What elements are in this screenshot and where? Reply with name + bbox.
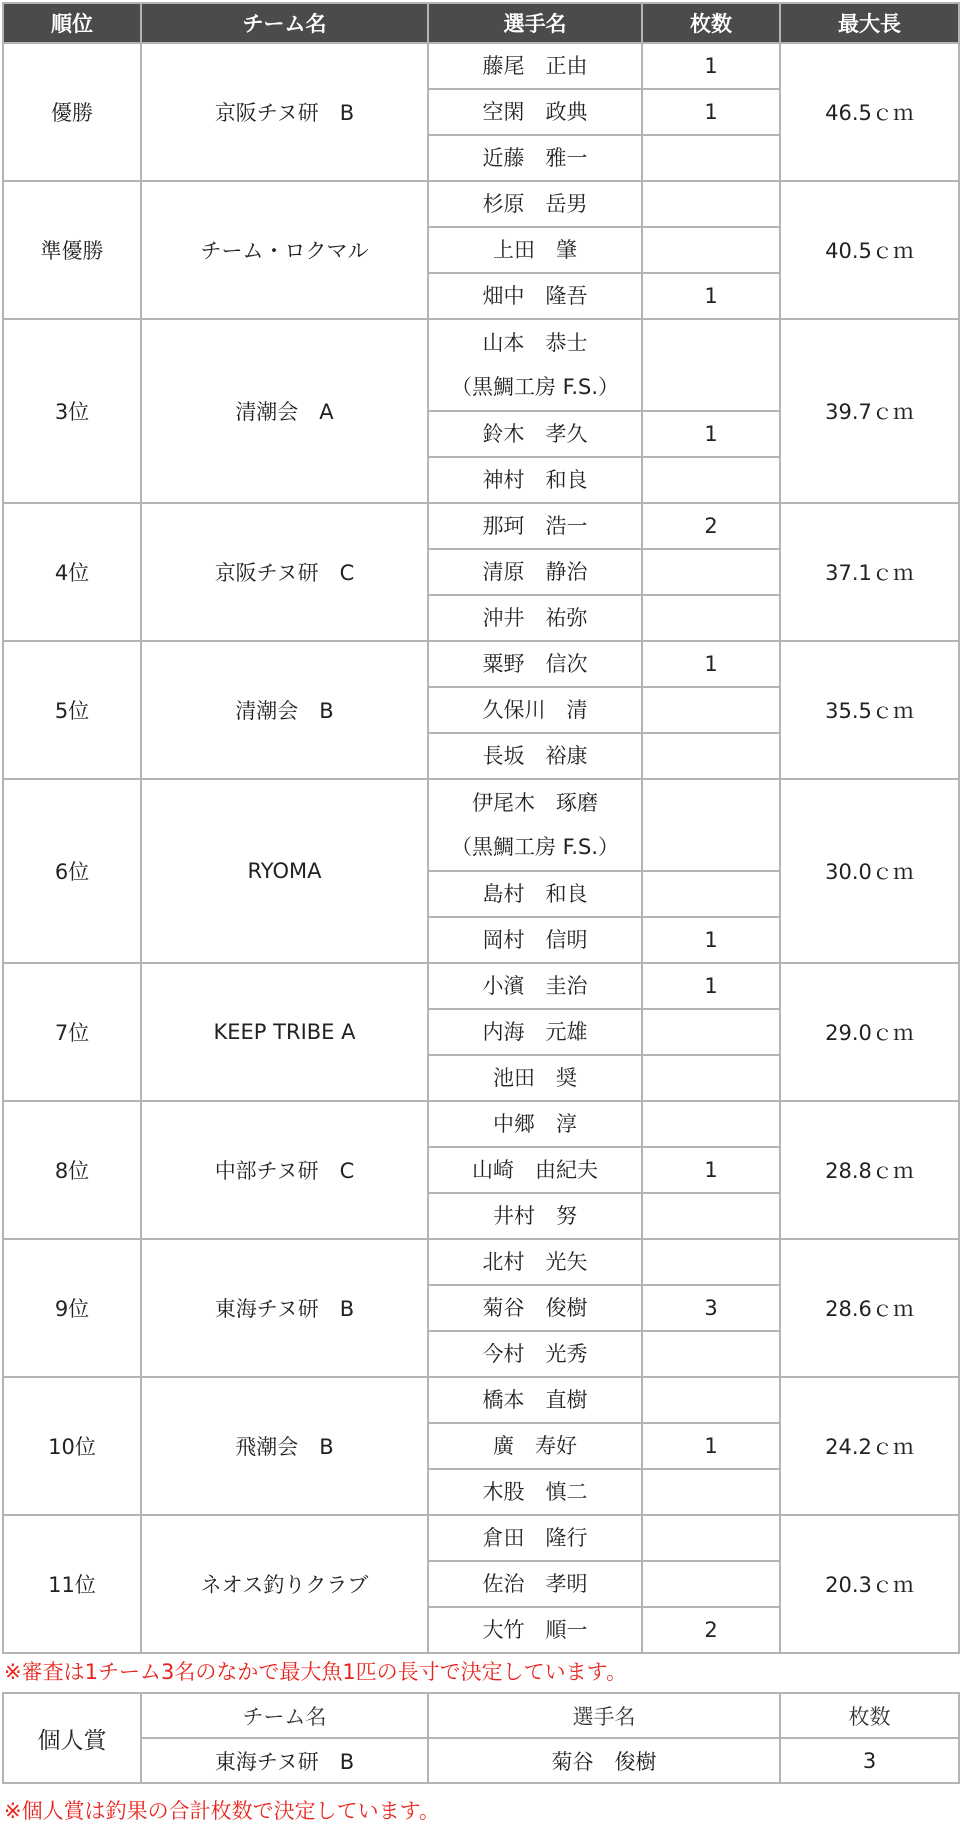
count-cell <box>642 595 780 641</box>
player-name-cell <box>428 227 642 273</box>
max-length-cell: 28.8ｃｍ <box>780 1101 959 1239</box>
individual-header-player: 選手名 <box>428 1693 780 1738</box>
ranking-note: ※審査は1チーム3名のなかで最大魚1匹の長寸で決定しています。 <box>4 1660 627 1684</box>
count-cell <box>642 687 780 733</box>
player-name: 木股 慎二 <box>482 1480 588 1504</box>
max-length-cell: 29.0ｃｍ <box>780 963 959 1101</box>
rank-cell: 8位 <box>3 1101 141 1239</box>
player-name: 山本 恭士 <box>482 331 588 355</box>
rank-cell: 7位 <box>3 963 141 1101</box>
count-cell: 1 <box>642 273 780 319</box>
team-name-cell: 清潮会 B <box>141 641 428 779</box>
individual-winner-player: 菊谷 俊樹 <box>428 1738 780 1783</box>
player-name: 空閑 政典 <box>482 100 588 124</box>
player-name-cell <box>428 1515 642 1561</box>
player-name-cell <box>428 411 642 457</box>
player-name-cell <box>428 1193 642 1239</box>
count-cell: 1 <box>642 641 780 687</box>
player-name-cell <box>428 1607 642 1653</box>
player-name: 沖井 祐弥 <box>482 606 588 630</box>
player-name-cell <box>428 917 642 963</box>
team-name-cell: KEEP TRIBE A <box>141 963 428 1101</box>
player-name-cell <box>428 319 642 411</box>
rank-cell: 5位 <box>3 641 141 779</box>
max-length-cell: 28.6ｃｍ <box>780 1239 959 1377</box>
count-cell <box>642 135 780 181</box>
player-name-cell <box>428 1009 642 1055</box>
player-name-cell <box>428 1377 642 1423</box>
player-name-cell <box>428 1101 642 1147</box>
player-name: 近藤 雅一 <box>482 146 588 170</box>
max-length-cell: 24.2ｃｍ <box>780 1377 959 1515</box>
rank-cell: 優勝 <box>3 43 141 181</box>
count-cell <box>642 1101 780 1147</box>
player-name-cell <box>428 595 642 641</box>
player-name-cell <box>428 871 642 917</box>
player-name: 上田 肇 <box>493 238 577 262</box>
count-cell <box>642 1193 780 1239</box>
count-cell <box>642 457 780 503</box>
table-row <box>3 181 959 227</box>
table-row <box>3 779 959 871</box>
max-length-cell: 20.3ｃｍ <box>780 1515 959 1653</box>
player-name-cell <box>428 503 642 549</box>
table-row <box>3 641 959 687</box>
max-length-cell: 40.5ｃｍ <box>780 181 959 319</box>
individual-award-label: 個人賞 <box>3 1693 141 1783</box>
table-row <box>3 43 959 89</box>
player-affiliation: （黒鯛工房 F.S.） <box>450 835 620 859</box>
player-name: 北村 光矢 <box>482 1250 588 1274</box>
count-cell: 1 <box>642 1423 780 1469</box>
count-cell: 1 <box>642 1147 780 1193</box>
team-name-cell: 中部チヌ研 C <box>141 1101 428 1239</box>
max-length-cell: 39.7ｃｍ <box>780 319 959 503</box>
player-name: 中郷 淳 <box>493 1112 577 1136</box>
rank-cell: 10位 <box>3 1377 141 1515</box>
player-name-cell <box>428 89 642 135</box>
player-name: 鈴木 孝久 <box>482 422 588 446</box>
max-length-cell: 35.5ｃｍ <box>780 641 959 779</box>
team-name-cell: 飛潮会 B <box>141 1377 428 1515</box>
results-header-row <box>3 3 959 43</box>
team-name-cell: 京阪チヌ研 C <box>141 503 428 641</box>
player-name: 小濱 圭治 <box>482 974 588 998</box>
player-name: 大竹 順一 <box>482 1618 588 1642</box>
count-cell: 1 <box>642 963 780 1009</box>
rank-cell: 準優勝 <box>3 181 141 319</box>
count-cell <box>642 1515 780 1561</box>
max-length-cell: 30.0ｃｍ <box>780 779 959 963</box>
player-name: 長坂 裕康 <box>482 744 588 768</box>
player-name: 神村 和良 <box>482 468 588 492</box>
count-cell <box>642 1055 780 1101</box>
player-name-cell <box>428 733 642 779</box>
count-cell: 1 <box>642 43 780 89</box>
header-player: 選手名 <box>428 3 642 43</box>
player-name-cell <box>428 687 642 733</box>
count-cell <box>642 1331 780 1377</box>
count-cell <box>642 1009 780 1055</box>
player-name: 菊谷 俊樹 <box>482 1296 588 1320</box>
rank-cell: 3位 <box>3 319 141 503</box>
player-name: 佐治 孝明 <box>482 1572 588 1596</box>
player-name-cell <box>428 1285 642 1331</box>
team-name-cell: RYOMA <box>141 779 428 963</box>
count-cell <box>642 1469 780 1515</box>
individual-winner-team: 東海チヌ研 B <box>141 1738 428 1783</box>
table-row <box>3 1239 959 1285</box>
table-row <box>3 503 959 549</box>
table-row <box>3 1101 959 1147</box>
player-name: 畑中 隆吾 <box>482 284 588 308</box>
count-cell <box>642 733 780 779</box>
max-length-cell: 46.5ｃｍ <box>780 43 959 181</box>
rank-cell: 11位 <box>3 1515 141 1653</box>
count-cell <box>642 227 780 273</box>
player-name: 今村 光秀 <box>482 1342 588 1366</box>
player-name-cell <box>428 1423 642 1469</box>
max-length-cell: 37.1ｃｍ <box>780 503 959 641</box>
rank-cell: 6位 <box>3 779 141 963</box>
header-team: チーム名 <box>141 3 428 43</box>
player-name: 内海 元雄 <box>482 1020 588 1044</box>
individual-award-table <box>2 1692 960 1784</box>
table-row <box>3 319 959 411</box>
table-row <box>3 1377 959 1423</box>
rank-cell: 9位 <box>3 1239 141 1377</box>
player-name: 岡村 信明 <box>482 928 588 952</box>
count-cell <box>642 549 780 595</box>
results-body <box>3 43 959 1653</box>
player-name: 山崎 由紀夫 <box>472 1158 598 1182</box>
individual-winner-row <box>3 1738 959 1783</box>
player-name-cell <box>428 779 642 871</box>
player-name: 池田 奨 <box>493 1066 577 1090</box>
player-name-cell <box>428 963 642 1009</box>
player-name: 廣 寿好 <box>493 1434 577 1458</box>
table-row <box>3 963 959 1009</box>
team-name-cell: チーム・ロクマル <box>141 181 428 319</box>
team-name-cell: 東海チヌ研 B <box>141 1239 428 1377</box>
results-table <box>2 2 960 1654</box>
player-name: 久保川 清 <box>482 698 588 722</box>
player-name-cell <box>428 457 642 503</box>
team-name-cell: ネオス釣りクラブ <box>141 1515 428 1653</box>
table-row <box>3 1515 959 1561</box>
team-name-cell: 京阪チヌ研 B <box>141 43 428 181</box>
individual-header-count: 枚数 <box>780 1693 959 1738</box>
player-name-cell <box>428 549 642 595</box>
individual-header-row <box>3 1693 959 1738</box>
individual-header-team: チーム名 <box>141 1693 428 1738</box>
player-name-cell <box>428 43 642 89</box>
rank-cell: 4位 <box>3 503 141 641</box>
player-name: 橋本 直樹 <box>482 1388 588 1412</box>
count-cell <box>642 1377 780 1423</box>
count-cell: 3 <box>642 1285 780 1331</box>
individual-award-note: ※個人賞は釣果の合計枚数で決定しています。 <box>4 1799 440 1823</box>
player-name: 藤尾 正由 <box>482 54 588 78</box>
team-name-cell: 清潮会 A <box>141 319 428 503</box>
player-name: 伊尾木 琢磨 <box>472 791 598 815</box>
player-name: 倉田 隆行 <box>482 1526 588 1550</box>
count-cell <box>642 319 780 411</box>
player-name: 粟野 信次 <box>482 652 588 676</box>
count-cell <box>642 181 780 227</box>
player-name: 島村 和良 <box>482 882 588 906</box>
individual-winner-count: 3 <box>780 1738 959 1783</box>
count-cell: 2 <box>642 1607 780 1653</box>
player-name-cell <box>428 641 642 687</box>
player-name: 清原 静治 <box>482 560 588 584</box>
player-name-cell <box>428 1561 642 1607</box>
count-cell: 1 <box>642 89 780 135</box>
count-cell: 2 <box>642 503 780 549</box>
player-affiliation: （黒鯛工房 F.S.） <box>450 375 620 399</box>
player-name-cell <box>428 1239 642 1285</box>
player-name-cell <box>428 1147 642 1193</box>
player-name: 那珂 浩一 <box>482 514 588 538</box>
player-name-cell <box>428 1331 642 1377</box>
count-cell <box>642 1239 780 1285</box>
player-name-cell <box>428 273 642 319</box>
count-cell: 1 <box>642 917 780 963</box>
player-name-cell <box>428 135 642 181</box>
count-cell: 1 <box>642 411 780 457</box>
count-cell <box>642 871 780 917</box>
count-cell <box>642 779 780 871</box>
header-max-length: 最大長 <box>780 3 959 43</box>
header-count: 枚数 <box>642 3 780 43</box>
player-name: 杉原 岳男 <box>482 192 588 216</box>
count-cell <box>642 1561 780 1607</box>
player-name: 井村 努 <box>493 1204 577 1228</box>
player-name-cell <box>428 1055 642 1101</box>
player-name-cell <box>428 1469 642 1515</box>
player-name-cell <box>428 181 642 227</box>
header-rank: 順位 <box>3 3 141 43</box>
